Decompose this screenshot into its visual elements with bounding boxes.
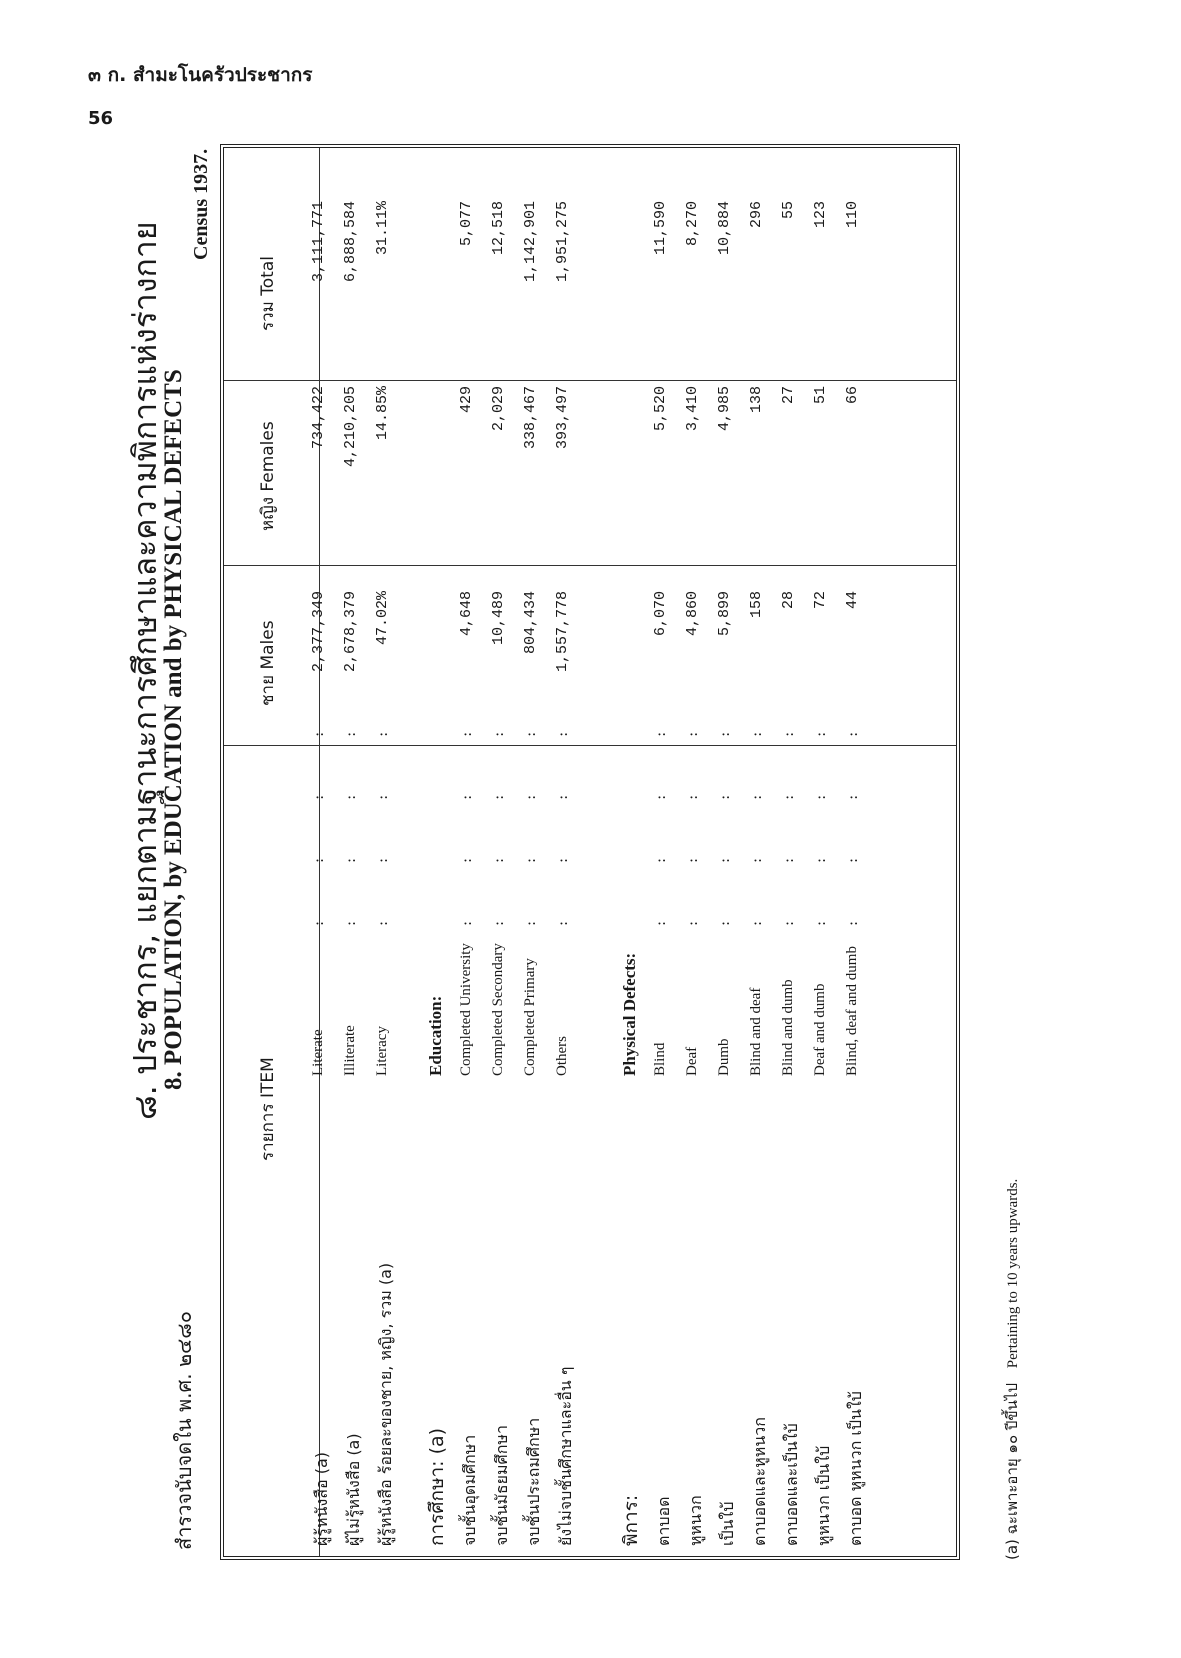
title-english: 8. POPULATION, by EDUCATION and by PHYSICAL DEFECTS	[160, 369, 187, 1090]
leader-dots: ::::	[553, 673, 571, 926]
column-header-females: หญิง Females	[258, 421, 278, 531]
leader-dots: ::::	[843, 673, 861, 926]
item-thai: พิการ:	[620, 1494, 642, 1546]
item-thai: หูหนวก เป็นใบ้	[814, 1445, 833, 1546]
cell-males: 2,377,349	[310, 591, 327, 673]
item-thai: จบชั้นประถมศึกษา	[524, 1417, 543, 1546]
cell-females: 4,210,205	[342, 386, 359, 468]
item-english: Education:	[426, 995, 445, 1076]
leader-dots: ::::	[779, 673, 797, 926]
item-english: Illiterate	[342, 1025, 358, 1076]
item-english: Completed Primary	[522, 958, 538, 1076]
cell-females: 138	[748, 386, 765, 414]
table-row	[774, 146, 806, 1556]
table-row	[646, 146, 678, 1556]
cell-males: 2,678,379	[342, 591, 359, 673]
cell-females: 429	[458, 386, 475, 414]
cell-total: 110	[844, 201, 861, 229]
item-thai: ยังไม่จบชั้นศึกษาและอื่น ๆ	[556, 1366, 575, 1546]
table-row	[368, 146, 400, 1556]
cell-males: 28	[780, 591, 797, 610]
item-thai: หูหนวก	[686, 1495, 705, 1546]
item-english: Physical Defects:	[620, 952, 639, 1076]
cell-males: 44	[844, 591, 861, 610]
cell-total: 1,951,275	[554, 201, 571, 283]
cell-total: 5,077	[458, 201, 475, 247]
cell-females: 3,410	[684, 386, 701, 432]
section-header: ๓ ก. สำมะโนครัวประชากร	[88, 64, 313, 86]
table-row	[452, 146, 484, 1556]
item-english: Literate	[310, 1029, 326, 1076]
leader-dots: ::::	[811, 673, 829, 926]
cell-females: 27	[780, 386, 797, 405]
cell-total: 123	[812, 201, 829, 229]
leader-dots: ::::	[683, 673, 701, 926]
table-row	[678, 146, 710, 1556]
item-english: Deaf and dumb	[812, 983, 828, 1076]
leader-dots: ::::	[651, 673, 669, 926]
cell-females: 66	[844, 386, 861, 405]
title-thai: ๘. ประชากร, แยกตามฐานะการศึกษาและความพิการแห่งร่างกาย	[126, 221, 164, 1120]
leader-dots: ::::	[521, 673, 539, 926]
cell-females: 14.85%	[374, 386, 391, 441]
column-header-item: รายการ ITEM	[258, 1057, 278, 1161]
table-row	[336, 146, 368, 1556]
item-thai: การศึกษา: (a)	[426, 1427, 448, 1546]
item-english: Blind and dumb	[780, 979, 796, 1076]
cell-total: 1,142,901	[522, 201, 539, 283]
item-english: Completed Secondary	[490, 943, 506, 1076]
item-thai: จบชั้นมัธยมศึกษา	[492, 1425, 511, 1546]
table-row	[710, 146, 742, 1556]
census-thai: สำรวจนับจดใน พ.ศ. ๒๔๘๐	[172, 1311, 196, 1550]
table-row	[806, 146, 838, 1556]
table-row	[304, 146, 336, 1556]
item-thai: ตาบอด	[654, 1496, 673, 1546]
leader-dots: ::::	[715, 673, 733, 926]
section-row	[420, 146, 452, 1556]
table-row	[484, 146, 516, 1556]
item-english: Dumb	[716, 1038, 732, 1076]
cell-males: 1,557,778	[554, 591, 571, 673]
cell-total: 6,888,584	[342, 201, 359, 283]
table-row	[838, 146, 870, 1556]
item-thai: เป็นใบ้	[718, 1501, 737, 1546]
rotated-table-page	[120, 100, 1180, 1560]
cell-females: 4,985	[716, 386, 733, 432]
leader-dots: ::::	[747, 673, 765, 926]
item-english: Others	[554, 1036, 570, 1076]
table-row	[548, 146, 580, 1556]
table-row	[516, 146, 548, 1556]
footnote-thai: (a) ฉะเพาะอายุ ๑๐ ปีขึ้นไป	[1003, 1383, 1021, 1560]
item-english: Blind	[652, 1042, 668, 1076]
cell-males: 4,860	[684, 591, 701, 637]
leader-dots: ::::	[309, 673, 327, 926]
column-header-total: รวม Total	[258, 256, 278, 331]
item-english: Blind and deaf	[748, 987, 764, 1076]
item-english: Blind, deaf and dumb	[844, 946, 860, 1076]
leader-dots: ::::	[489, 673, 507, 926]
cell-total: 11,590	[652, 201, 669, 256]
cell-males: 47.02%	[374, 591, 391, 646]
footnote	[1000, 1179, 1024, 1560]
page-number: 56	[88, 108, 114, 129]
cell-males: 6,070	[652, 591, 669, 637]
cell-males: 804,434	[522, 591, 539, 655]
cell-males: 158	[748, 591, 765, 619]
cell-females: 51	[812, 386, 829, 405]
item-english: Completed University	[458, 943, 474, 1076]
leader-dots: ::::	[457, 673, 475, 926]
item-thai: ผู้รู้หนังสือ (a)	[312, 1451, 331, 1546]
cell-males: 72	[812, 591, 829, 610]
cell-total: 31.11%	[374, 201, 391, 256]
cell-females: 5,520	[652, 386, 669, 432]
item-english: Literacy	[374, 1026, 390, 1076]
population-table	[220, 144, 960, 1560]
cell-females: 2,029	[490, 386, 507, 432]
census-english: Census 1937.	[190, 148, 212, 260]
cell-males: 5,899	[716, 591, 733, 637]
cell-females: 393,497	[554, 386, 571, 450]
cell-females: 338,467	[522, 386, 539, 450]
cell-total: 55	[780, 201, 797, 220]
cell-total: 10,884	[716, 201, 733, 256]
item-thai: ตาบอดและเป็นใบ้	[782, 1423, 801, 1546]
cell-total: 296	[748, 201, 765, 229]
item-thai: ผู้รู้หนังสือ ร้อยละของชาย, หญิง, รวม (a)	[376, 1262, 395, 1546]
cell-total: 12,518	[490, 201, 507, 256]
column-header-males: ชาย Males	[258, 620, 278, 706]
item-english: Deaf	[684, 1046, 700, 1076]
cell-males: 4,648	[458, 591, 475, 637]
item-thai: ผู้ไม่รู้หนังสือ (a)	[344, 1433, 363, 1546]
item-thai: จบชั้นอุดมศึกษา	[460, 1434, 479, 1546]
leader-dots: ::::	[373, 673, 391, 926]
leader-dots: ::::	[341, 673, 359, 926]
table-row	[742, 146, 774, 1556]
cell-total: 8,270	[684, 201, 701, 247]
cell-males: 10,489	[490, 591, 507, 646]
cell-total: 3,111,771	[310, 201, 327, 283]
item-thai: ตาบอด หูหนวก เป็นใบ้	[846, 1391, 865, 1546]
item-thai: ตาบอดและหูหนวก	[750, 1417, 769, 1546]
cell-females: 734,422	[310, 386, 327, 450]
section-row	[614, 146, 646, 1556]
footnote-english: Pertaining to 10 years upwards.	[1005, 1178, 1021, 1369]
